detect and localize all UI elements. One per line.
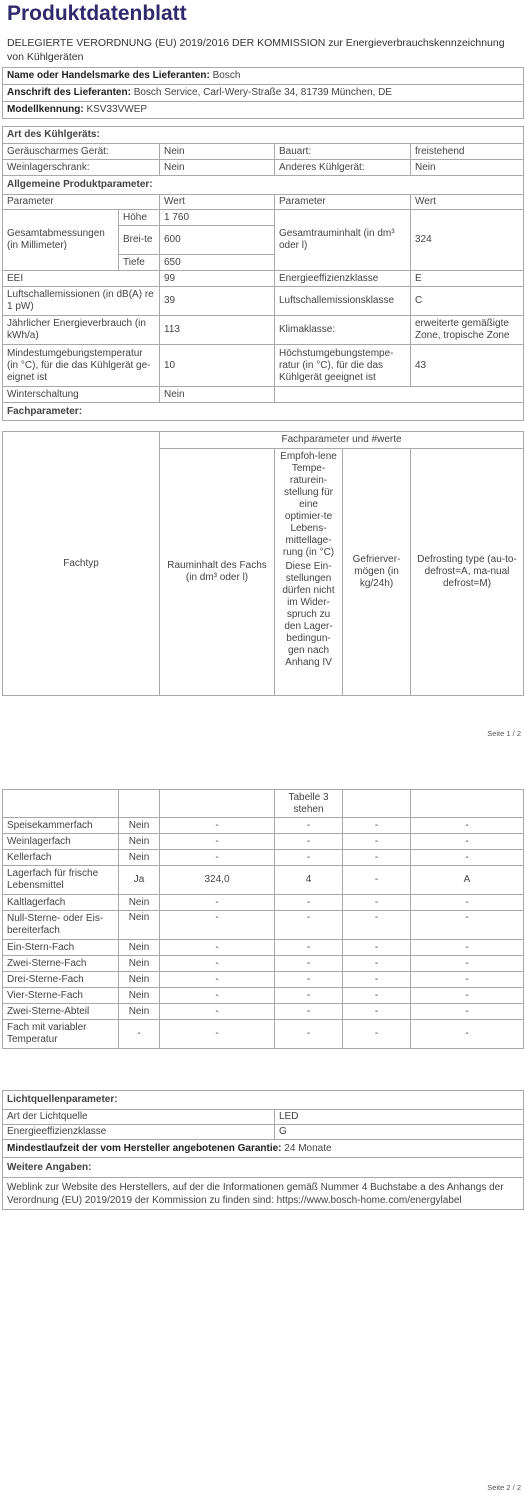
compartment-temp: - (275, 956, 343, 972)
light-class-label: Energieeffizienzklasse (3, 1125, 275, 1140)
further-info-text: Weblink zur Website des Herstellers, auf der die Informationen gemäß Nummer 4 Buchstabe a des Anhangs der Verordnung (EU) 2019/2019 der Kommission zu finden sind: https://www.bosch-home.com/energylabel (3, 1178, 524, 1210)
compartment-temp: - (275, 1020, 343, 1049)
device-type-row (3, 144, 524, 160)
compartment-freeze: - (343, 911, 411, 940)
volume-header: Rauminhalt des Fachs (in dm³ oder l) (160, 449, 275, 696)
compartment-row (3, 1004, 524, 1020)
compartment-row (3, 818, 524, 834)
compartment-header-continued (3, 790, 524, 818)
freezing-capacity-header: Gefrierver-mögen (in kg/24h) (343, 449, 411, 696)
compartment-present: - (119, 1020, 160, 1049)
page-number: Seite 1 / 2 (487, 729, 521, 738)
device-type-value: Nein (160, 144, 275, 160)
compartment-defrost: - (411, 895, 524, 911)
compartment-temp: - (275, 972, 343, 988)
annual-energy-value: 113 (160, 316, 275, 345)
compartment-temp: - (275, 988, 343, 1004)
supplier-address-label: Anschrift des Lieferanten: (7, 87, 131, 98)
compartment-defrost: - (411, 940, 524, 956)
compartment-row (3, 911, 524, 940)
supplier-address-value: Bosch Service, Carl-Wery-Straße 34, 81739 München, DE (133, 87, 392, 98)
max-temp-label: Höchstumgebungstempe-ratur (in °C), für die das Kühlgerät geeignet ist (275, 345, 411, 387)
compartment-row (3, 1020, 524, 1049)
compartment-type: Drei-Sterne-Fach (3, 972, 119, 988)
compartment-defrost: - (411, 834, 524, 850)
device-type-value: Nein (160, 160, 275, 176)
max-temp-value: 43 (411, 345, 524, 387)
page-1 (0, 0, 525, 745)
device-type-value: freistehend (411, 144, 524, 160)
compartment-volume: - (160, 1004, 275, 1020)
compartment-type: Ein-Stern-Fach (3, 940, 119, 956)
device-type-heading: Art des Kühlgeräts: (3, 127, 524, 144)
warranty-row (3, 1140, 524, 1158)
column-header-row (3, 195, 524, 210)
compartment-volume: - (160, 940, 275, 956)
compartment-temp: - (275, 834, 343, 850)
compartment-volume: - (160, 956, 275, 972)
width-label: Brei-te (119, 226, 160, 255)
compartment-freeze: - (343, 956, 411, 972)
light-class-value: G (275, 1125, 524, 1140)
compartment-defrost: - (411, 1020, 524, 1049)
compartment-present: Nein (119, 1004, 160, 1020)
min-temp-label: Mindestumgebungstemperatur (in °C), für die das Kühlgerät ge-eignet ist (3, 345, 160, 387)
compartment-freeze: - (343, 940, 411, 956)
compartment-row (3, 988, 524, 1004)
temp-setting-note: Diese Ein-stellungen dürfen nicht im Wider-spruch zu den Lager-bedingun-gen nach Anhang IV (282, 561, 335, 668)
eei-value: 99 (160, 271, 275, 287)
device-type-label: Bauart: (275, 144, 411, 160)
compartment-defrost: - (411, 1004, 524, 1020)
compartment-volume: - (160, 1020, 275, 1049)
compartment-type: Speisekammerfach (3, 818, 119, 834)
height-value: 1 760 (160, 210, 275, 226)
compartment-row (3, 834, 524, 850)
winter-switch-label: Winterschaltung (3, 387, 160, 403)
climate-class-label: Klimaklasse: (275, 316, 411, 345)
compartment-freeze: - (343, 1004, 411, 1020)
compartment-defrost: - (411, 911, 524, 940)
compartment-freeze: - (343, 972, 411, 988)
winter-switch-value: Nein (160, 387, 275, 403)
light-table (2, 1090, 524, 1210)
compartment-volume: - (160, 834, 275, 850)
compartment-params-heading: Fachparameter: (3, 403, 524, 421)
device-type-row (3, 160, 524, 176)
noise-label: Luftschallemissionen (in dB(A) re 1 pW) (3, 287, 160, 316)
compartment-volume: - (160, 850, 275, 866)
compartment-freeze: - (343, 895, 411, 911)
model-value: KSV33VWEP (86, 104, 148, 115)
compartment-volume: - (160, 895, 275, 911)
compartment-type: Fach mit variabler Temperatur (3, 1020, 119, 1049)
compartment-freeze: - (343, 850, 411, 866)
compartment-defrost: - (411, 818, 524, 834)
compartment-table (2, 789, 524, 1049)
total-volume-label: Gesamtrauminhalt (in dm³ oder l) (275, 210, 411, 271)
annual-energy-label: Jährlicher Energieverbrauch (in kWh/a) (3, 316, 160, 345)
compartment-freeze: - (343, 834, 411, 850)
climate-class-value: erweiterte gemäßigte Zone, tropische Zone (411, 316, 524, 345)
compartment-freeze: - (343, 866, 411, 895)
noise-class-label: Luftschallemissionsklasse (275, 287, 411, 316)
empty-cell (343, 790, 411, 818)
compartment-temp: - (275, 1004, 343, 1020)
compartment-type: Weinlagerfach (3, 834, 119, 850)
compartment-defrost: - (411, 956, 524, 972)
temp-setting-header-text: Empfoh-lene Tempe-raturein-stellung für eine optimier-te Lebens-mittellage-rung (in °C) (280, 451, 337, 558)
model-label: Modellkennung: (7, 104, 84, 115)
compartment-defrost: - (411, 988, 524, 1004)
page-number: Seite 2 / 2 (487, 1483, 521, 1492)
document-title: Produktdatenblatt (7, 2, 187, 25)
compartment-present: Nein (119, 818, 160, 834)
compartment-defrost: - (411, 972, 524, 988)
compartment-freeze: - (343, 818, 411, 834)
compartment-present: Nein (119, 911, 160, 940)
eei-label: EEI (3, 271, 160, 287)
compartment-temp: - (275, 911, 343, 940)
compartment-row (3, 940, 524, 956)
regulation-subtitle: DELEGIERTE VERORDNUNG (EU) 2019/2016 DER KOMMISSION zur Energieverbrauchskennzeichnung von Kühlgeräten (7, 37, 505, 63)
model-row (3, 102, 524, 119)
col-header-parameter: Parameter (275, 195, 411, 210)
device-type-label: Weinlagerschrank: (3, 160, 160, 176)
compartment-freeze: - (343, 1020, 411, 1049)
page-2 (0, 745, 525, 1500)
general-params-heading: Allgemeine Produktparameter: (3, 176, 524, 195)
empty-cell (275, 387, 524, 403)
compartment-group-header: Fachparameter und #werte (160, 432, 524, 449)
compartment-present: Nein (119, 850, 160, 866)
light-type-label: Art der Lichtquelle (3, 1110, 275, 1125)
compartment-type: Kellerfach (3, 850, 119, 866)
compartment-type: Lagerfach für frische Lebensmittel (3, 866, 119, 895)
supplier-name-value: Bosch (212, 70, 241, 81)
noise-class-value: C (411, 287, 524, 316)
compartment-row (3, 850, 524, 866)
empty-cell (160, 790, 275, 818)
warranty-value: 24 Monate (284, 1142, 332, 1154)
compartment-defrost: A (411, 866, 524, 895)
compartment-row (3, 972, 524, 988)
device-type-value: Nein (411, 160, 524, 176)
noise-value: 39 (160, 287, 275, 316)
compartment-present: Nein (119, 972, 160, 988)
compartment-present: Nein (119, 940, 160, 956)
compartment-type: Zwei-Sterne-Fach (3, 956, 119, 972)
dimensions-label: Gesamtabmessungen (in Millimeter) (3, 210, 119, 271)
empty-cell (119, 790, 160, 818)
compartment-type: Null-Sterne- oder Eis-bereiterfach (3, 911, 119, 940)
compartment-type: Vier-Sterne-Fach (3, 988, 119, 1004)
compartment-present: Nein (119, 956, 160, 972)
depth-label: Tiefe (119, 255, 160, 271)
col-header-value: Wert (160, 195, 275, 210)
temp-setting-header (275, 449, 343, 696)
supplier-name-row (3, 68, 524, 85)
compartment-temp: - (275, 940, 343, 956)
compartment-row (3, 866, 524, 895)
compartment-present: Nein (119, 834, 160, 850)
light-type-value: LED (275, 1110, 524, 1125)
col-header-value: Wert (411, 195, 524, 210)
empty-cell (411, 790, 524, 818)
further-info-heading: Weitere Angaben: (3, 1158, 524, 1178)
compartment-defrost: - (411, 850, 524, 866)
light-source-heading: Lichtquellenparameter: (3, 1091, 524, 1110)
compartment-temp: - (275, 818, 343, 834)
warranty-label: Mindestlaufzeit der vom Hersteller angebotenen Garantie: (7, 1142, 282, 1154)
fachtyp-header: Fachtyp (3, 432, 160, 696)
depth-value: 650 (160, 255, 275, 271)
compartment-type: Kaltlagerfach (3, 895, 119, 911)
empty-cell (3, 790, 119, 818)
compartment-temp: - (275, 850, 343, 866)
compartment-present: Nein (119, 895, 160, 911)
compartment-volume: 324,0 (160, 866, 275, 895)
supplier-address-row (3, 85, 524, 102)
compartment-volume: - (160, 911, 275, 940)
compartment-temp: - (275, 895, 343, 911)
parameters-table (2, 126, 524, 421)
compartment-temp: 4 (275, 866, 343, 895)
total-volume-value: 324 (411, 210, 524, 271)
height-label: Höhe (119, 210, 160, 226)
compartment-volume: - (160, 818, 275, 834)
compartment-row (3, 956, 524, 972)
energy-class-value: E (411, 271, 524, 287)
width-value: 600 (160, 226, 275, 255)
defrost-type-header: Defrosting type (au-to-defrost=A, ma-nual defrost=M) (411, 449, 524, 696)
col-header-parameter: Parameter (3, 195, 160, 210)
compartment-header-table (2, 431, 524, 696)
compartment-row (3, 895, 524, 911)
supplier-name-label: Name oder Handelsmarke des Lieferanten: (7, 70, 210, 81)
min-temp-value: 10 (160, 345, 275, 387)
energy-class-label: Energieeffizienzklasse (275, 271, 411, 287)
compartment-type: Zwei-Sterne-Abteil (3, 1004, 119, 1020)
compartment-freeze: - (343, 988, 411, 1004)
device-type-label: Geräuscharmes Gerät: (3, 144, 160, 160)
compartment-volume: - (160, 972, 275, 988)
compartment-volume: - (160, 988, 275, 1004)
compartment-present: Nein (119, 988, 160, 1004)
compartment-present: Ja (119, 866, 160, 895)
temp-setting-header-continued: Tabelle 3 stehen (275, 790, 343, 818)
device-type-label: Anderes Kühlgerät: (275, 160, 411, 176)
supplier-table (2, 67, 524, 119)
